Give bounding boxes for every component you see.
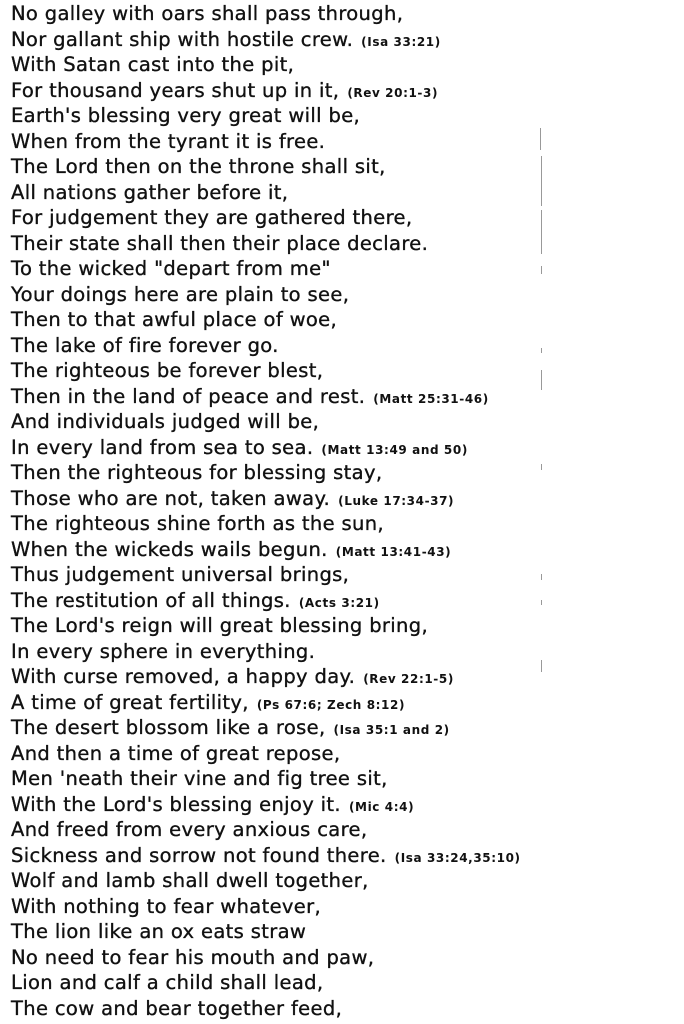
poem-line [11, 996, 681, 1022]
line-text: Then to that awful place of woe, [11, 308, 338, 331]
poem-line [11, 282, 681, 308]
line-text: The Lord then on the throne shall sit, [11, 155, 386, 178]
line-text: Your doings here are plain to see, [11, 282, 350, 306]
line-text: Lion and calf a child shall lead, [11, 971, 324, 994]
poem-line [11, 588, 681, 614]
poem-line [11, 435, 681, 461]
scan-artifact-mark [540, 128, 541, 150]
poem-line [11, 256, 681, 282]
scan-artifact-mark [541, 464, 542, 470]
line-text: Thus judgement universal brings, [11, 563, 350, 586]
line-text: All nations gather before it, [11, 180, 289, 204]
poem-line [11, 639, 681, 665]
scan-artifact-mark [541, 600, 542, 605]
line-text: The desert blossom like a rose, [11, 716, 326, 739]
scan-artifact-mark [541, 210, 542, 254]
line-text: Then the righteous for blessing stay, [11, 461, 383, 484]
line-text: Those who are not, taken away. [11, 486, 331, 510]
line-text: The righteous shine forth as the sun, [11, 512, 384, 535]
poem-line [11, 766, 681, 792]
line-text: The Lord's reign will great blessing bring, [11, 614, 429, 637]
scripture-reference: (Ps 67:6; Zech 8:12) [256, 697, 406, 712]
poem-line [11, 715, 681, 741]
poem-line [11, 78, 681, 104]
poem-line [11, 460, 681, 486]
line-text: Their state shall then their place declare. [11, 231, 429, 255]
line-text: With Satan cast into the pit, [11, 53, 295, 76]
poem-line [11, 1, 681, 27]
poem-line [11, 180, 681, 206]
scripture-reference: (Matt 13:49 and 50) [321, 442, 468, 457]
line-text: When the wickeds wails begun. [11, 537, 328, 561]
poem-line [11, 358, 681, 384]
poem-line [11, 562, 681, 588]
line-text: Wolf and lamb shall dwell together, [11, 869, 369, 892]
line-text: Then in the land of peace and rest. [11, 384, 366, 408]
poem-line [11, 384, 681, 410]
scripture-reference: (Isa 33:24,35:10) [394, 850, 521, 865]
poem-line [11, 970, 681, 996]
line-text: No need to fear his mouth and paw, [11, 945, 375, 969]
scan-artifact-mark [541, 370, 542, 390]
poem-line [11, 205, 681, 231]
line-text: With curse removed, a happy day. [11, 665, 356, 688]
poem-page [11, 1, 681, 1021]
poem-line [11, 537, 681, 563]
scripture-reference: (Isa 35:1 and 2) [333, 723, 450, 737]
line-text: In every sphere in everything. [11, 639, 316, 663]
scan-artifact-mark [541, 266, 542, 274]
line-text: For judgement they are gathered there, [11, 206, 413, 229]
line-text: No galley with oars shall pass through, [11, 2, 404, 25]
line-text: The righteous be forever blest, [11, 359, 324, 382]
poem-line [11, 919, 681, 945]
poem-line [11, 154, 681, 180]
poem-line [11, 894, 681, 920]
line-text: The restitution of all things. [11, 588, 291, 612]
scripture-reference: (Luke 17:34-37) [338, 493, 455, 508]
poem-line [11, 486, 681, 512]
line-text: The lion like an ox eats straw [11, 920, 307, 943]
scan-artifact-mark [541, 660, 542, 672]
line-text: Earth's blessing very great will be, [11, 104, 361, 127]
poem-line [11, 511, 681, 537]
line-text: When from the tyrant it is free. [11, 129, 326, 153]
line-text: The cow and bear together feed, [11, 996, 343, 1020]
poem-line [11, 231, 681, 257]
poem-line [11, 664, 681, 690]
line-text: Nor gallant ship with hostile crew. [11, 27, 354, 51]
poem-line [11, 741, 681, 767]
line-text: With the Lord's blessing enjoy it. [11, 792, 341, 816]
poem-line [11, 792, 681, 818]
line-text: To the wicked "depart from me" [11, 257, 331, 280]
scripture-reference: (Matt 25:31-46) [373, 391, 489, 406]
poem-line [11, 27, 681, 53]
poem-line [11, 129, 681, 155]
poem-line [11, 817, 681, 843]
poem-line [11, 843, 681, 869]
line-text: Sickness and sorrow not found there. [11, 843, 387, 867]
scan-artifact-mark [541, 348, 542, 353]
line-text: The lake of fire forever go. [11, 333, 279, 357]
poem-line [11, 409, 681, 435]
scan-artifact-mark [541, 156, 542, 206]
poem-line [11, 307, 681, 333]
scripture-reference: (Matt 13:41-43) [335, 544, 452, 559]
poem-line [11, 52, 681, 78]
line-text: Men 'neath their vine and fig tree sit, [11, 767, 388, 790]
poem-line [11, 103, 681, 129]
line-text: With nothing to fear whatever, [11, 894, 322, 918]
scripture-reference: (Isa 33:21) [361, 34, 441, 49]
poem-line [11, 613, 681, 639]
scripture-reference: (Mic 4:4) [348, 799, 415, 814]
scripture-reference: (Acts 3:21) [298, 595, 380, 610]
scripture-reference: (Rev 20:1-3) [347, 85, 439, 100]
line-text: And freed from every anxious care, [11, 818, 368, 841]
line-text: And individuals judged will be, [11, 410, 320, 433]
poem-line [11, 333, 681, 359]
line-text: A time of great fertility, [11, 690, 249, 714]
line-text: For thousand years shut up in it, [11, 78, 340, 102]
scripture-reference: (Rev 22:1-5) [363, 672, 454, 686]
scan-artifact-mark [541, 574, 542, 580]
poem-line [11, 945, 681, 971]
poem-line [11, 868, 681, 894]
line-text: In every land from sea to sea. [11, 435, 314, 459]
line-text: And then a time of great repose, [11, 741, 341, 765]
poem-line [11, 690, 681, 716]
